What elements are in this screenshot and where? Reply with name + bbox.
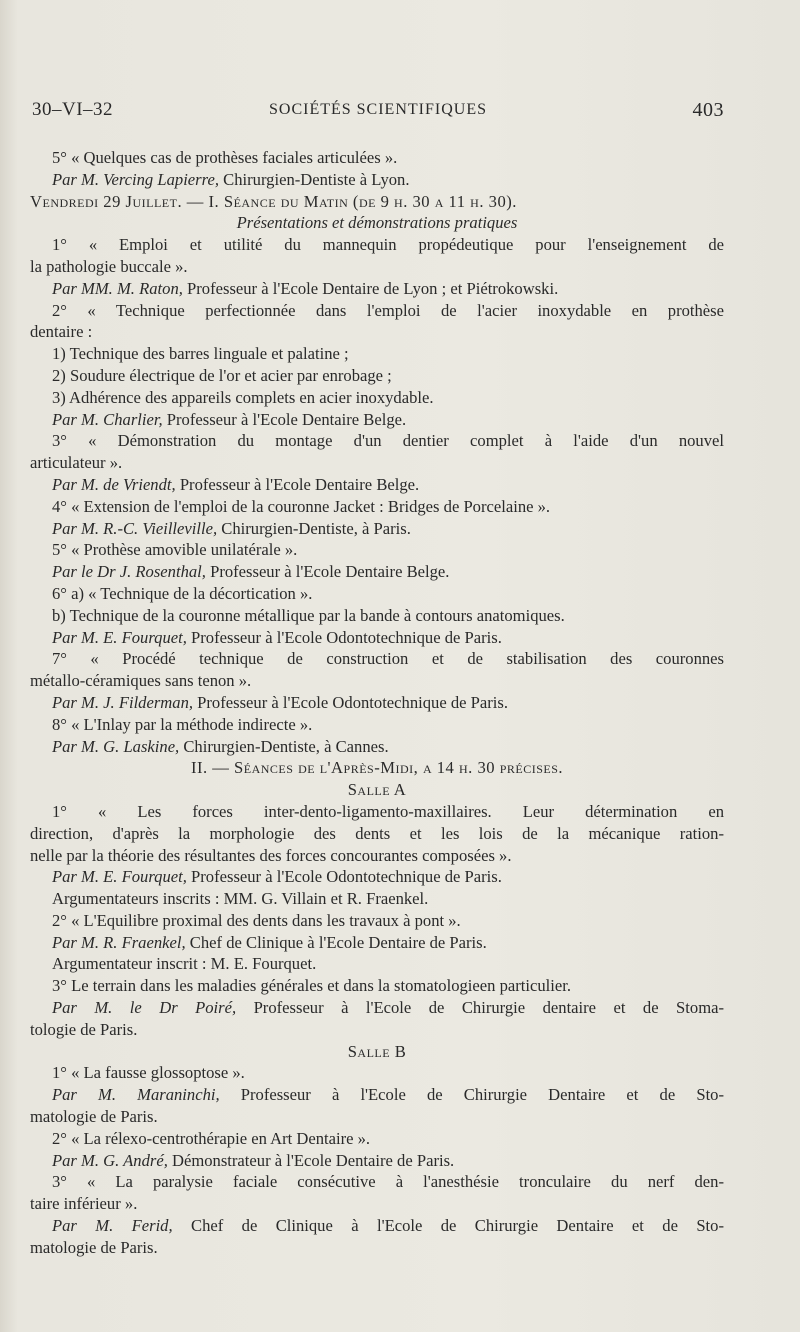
text-line: 3° Le terrain dans les maladies générales et dans la stomatologieen particulier.: [52, 976, 572, 996]
text-line: Par M. R. Fraenkel, Chef de Clinique à l'Ecole Dentaire de Paris.: [52, 932, 487, 952]
text-line: 5° « Quelques cas de prothèses faciales articulées ».: [52, 148, 398, 167]
text-line: Argumentateur inscrit : M. E. Fourquet.: [52, 954, 317, 974]
text-line: 1) Technique des barres linguale et palatine ;: [52, 344, 349, 364]
text-line: 1° « La fausse glossoptose ».: [52, 1063, 245, 1083]
text-line: métallo-céramiques sans tenon ».: [30, 671, 252, 691]
text-line: Argumentateurs inscrits : MM. G. Villain et R. Fraenkel.: [52, 889, 429, 909]
text-line: Par M. de Vriendt, Professeur à l'Ecole Dentaire Belge.: [52, 474, 420, 494]
text-line: 7° « Procédé technique de construction et de stabilisation des couronnes: [52, 649, 724, 669]
author-name: Par M. Charlier,: [52, 409, 163, 429]
text-line: Par M. Vercing Lapierre, Chirurgien-Dentiste à Lyon.: [52, 169, 410, 189]
author-name: Par M. G. André,: [52, 1150, 168, 1170]
author-name: Par M. J. Filderman,: [52, 692, 194, 712]
author-name: Par M. Vercing Lapierre,: [52, 169, 219, 189]
text-line: Par M. le Dr Poiré, Professeur à l'Ecole de Chirurgie dentaire et de Stoma-: [52, 998, 724, 1018]
text-line: Par M. E. Fourquet, Professeur à l'Ecole Odontotechnique de Paris.: [52, 627, 502, 647]
text-line: matologie de Paris.: [30, 1237, 158, 1257]
author-name: Par M. G. Laskine,: [52, 736, 180, 756]
page-number: 403: [692, 99, 724, 121]
text-line: 1° « Emploi et utilité du mannequin propédeutique pour l'enseignement de: [52, 235, 724, 255]
text-line: 2) Soudure électrique de l'or et acier par enrobage ;: [52, 365, 392, 385]
text-line: Par M. Charlier, Professeur à l'Ecole Dentaire Belge.: [52, 409, 407, 429]
author-name: Par M. Maraninchi,: [52, 1085, 220, 1105]
text-line: 3° « La paralysie faciale consécutive à l'anesthésie tronculaire du nerf den-: [52, 1172, 724, 1192]
text-line: nelle par la théorie des résultantes des forces concourantes composées ».: [30, 845, 512, 865]
text-line: Par M. Ferid, Chef de Clinique à l'Ecole de Chirurgie Dentaire et de Sto-: [52, 1216, 724, 1236]
text-line: direction, d'après la morphologie des dents et les lois de la mécanique ration-: [30, 823, 724, 843]
text-line: b) Technique de la couronne métallique par la bande à contours anatomiques.: [52, 605, 565, 625]
header-title: SOCIÉTÉS SCIENTIFIQUES: [268, 101, 487, 118]
document-body: [30, 147, 724, 1259]
text-line: Salle B: [347, 1041, 407, 1061]
text-line: Par M. E. Fourquet, Professeur à l'Ecole Odontotechnique de Paris.: [52, 867, 502, 887]
text-line: matologie de Paris.: [30, 1107, 158, 1127]
author-name: Par le Dr J. Rosenthal,: [52, 562, 206, 582]
text-line: Vendredi 29 Juillet. — I. Séance du Matin (de 9 h. 30 a 11 h. 30).: [30, 191, 517, 211]
text-line: Par M. J. Filderman, Professeur à l'Ecole Odontotechnique de Paris.: [52, 692, 508, 712]
author-name: Par M. E. Fourquet,: [52, 867, 187, 887]
text-line: taire inférieur ».: [30, 1194, 138, 1214]
author-name: Par M. R. Fraenkel,: [52, 932, 186, 952]
text-line: 8° « L'Inlay par la méthode indirecte ».: [52, 714, 313, 734]
text-line: 2° « L'Equilibre proximal des dents dans les travaux à pont ».: [52, 910, 461, 930]
text-line: la pathologie buccale ».: [30, 256, 188, 276]
text-line: 3° « Démonstration du montage d'un dentier complet à l'aide d'un nouvel: [52, 431, 724, 451]
author-name: Par M. R.-C. Vieilleville,: [52, 518, 218, 538]
author-name: Par M. E. Fourquet,: [52, 627, 187, 647]
text-line: Par le Dr J. Rosenthal, Professeur à l'Ecole Dentaire Belge.: [52, 562, 450, 582]
author-name: Par M. le Dr Poiré,: [52, 998, 237, 1018]
text-line: Par M. R.-C. Vieilleville, Chirurgien-Dentiste, à Paris.: [52, 518, 411, 538]
header-date: 30–VI–32: [32, 99, 114, 120]
author-name: Par M. de Vriendt,: [52, 474, 176, 494]
text-line: articulateur ».: [30, 453, 123, 473]
text-line: 2° « Technique perfectionnée dans l'emploi de l'acier inoxydable en prothèse: [52, 300, 724, 320]
author-name: Par M. Ferid,: [52, 1216, 173, 1236]
text-line: Par MM. M. Raton, Professeur à l'Ecole Dentaire de Lyon ; et Piétrokowski.: [52, 278, 559, 298]
text-line: 4° « Extension de l'emploi de la couronne Jacket : Bridges de Porcelaine ».: [52, 496, 551, 516]
text-line: 6° a) « Technique de la décortication ».: [52, 583, 313, 603]
text-line: tologie de Paris.: [30, 1019, 138, 1039]
text-line: Présentations et démonstrations pratiques: [236, 213, 518, 233]
text-line: Par M. G. Laskine, Chirurgien-Dentiste, à Cannes.: [52, 736, 389, 756]
text-line: Par M. Maraninchi, Professeur à l'Ecole de Chirurgie Dentaire et de Sto-: [52, 1085, 724, 1105]
text-line: 2° « La rélexo-centrothérapie en Art Dentaire ».: [52, 1128, 371, 1148]
text-line: 5° « Prothèse amovible unilatérale ».: [52, 540, 298, 560]
text-line: dentaire :: [30, 322, 93, 342]
text-line: 1° « Les forces inter-dento-ligamento-maxillaires. Leur détermination en: [52, 801, 724, 821]
running-header: [32, 99, 724, 129]
text-line: Par M. G. André, Démonstrateur à l'Ecole Dentaire de Paris.: [52, 1150, 455, 1170]
text-line: 3) Adhérence des appareils complets en acier inoxydable.: [52, 387, 434, 407]
text-line: II. — Séances de l'Après-Midi, a 14 h. 30 précises.: [190, 758, 564, 778]
author-name: Par MM. M. Raton,: [52, 278, 183, 298]
text-line: Salle A: [347, 780, 407, 800]
